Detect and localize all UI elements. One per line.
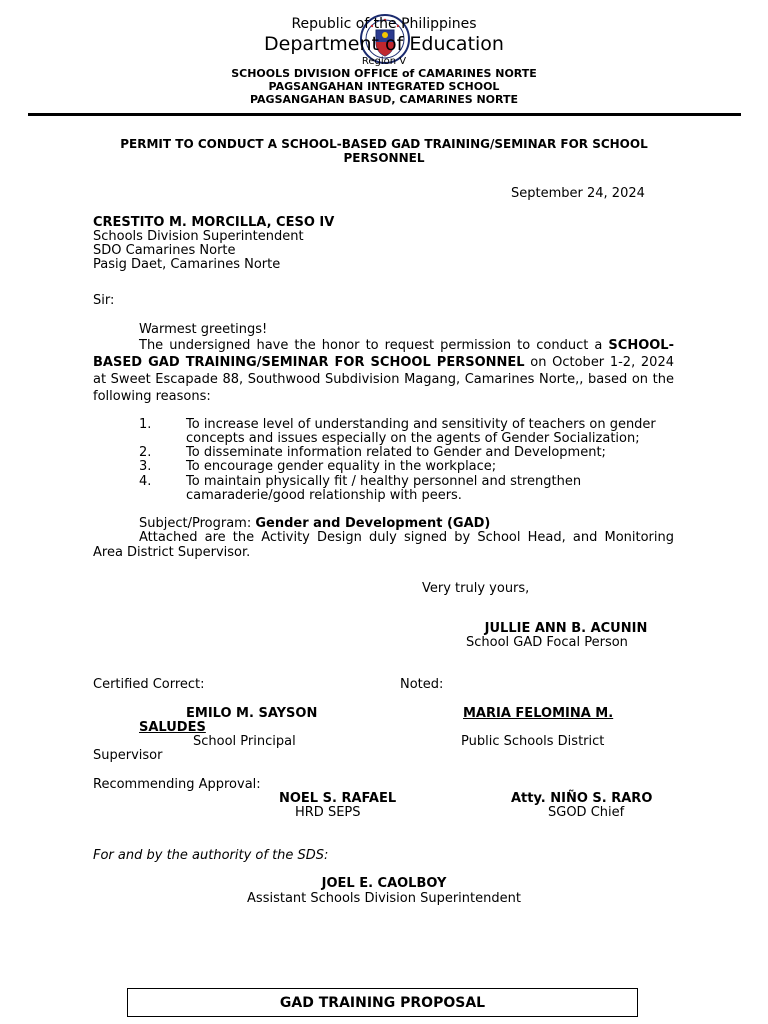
subject-value: Gender and Development (GAD) bbox=[255, 516, 491, 531]
supervisor-position-line2: Supervisor bbox=[93, 748, 163, 763]
principal-position: School Principal bbox=[193, 734, 296, 749]
closing: Very truly yours, bbox=[422, 581, 530, 596]
addressee-name: CRESTITO M. MORCILLA, CESO IV bbox=[93, 215, 335, 230]
salutation: Sir: bbox=[93, 293, 115, 308]
sender-position: School GAD Focal Person bbox=[466, 635, 628, 650]
recommending-label: Recommending Approval: bbox=[93, 777, 261, 792]
division-text: SCHOOLS DIVISION OFFICE of CAMARINES NORTE bbox=[231, 67, 537, 80]
school-address-text: PAGSANGAHAN BASUD, CAMARINES NORTE bbox=[249, 93, 519, 106]
asds-position: Assistant Schools Division Superintendent bbox=[247, 891, 521, 906]
principal-name-line2: SALUDES bbox=[139, 720, 206, 735]
body-paragraph bbox=[93, 337, 674, 405]
authority-text: For and by the authority of the SDS: bbox=[93, 848, 329, 863]
subject-line bbox=[139, 516, 490, 531]
reason-text: To disseminate information related to Gender and Development; bbox=[186, 445, 606, 460]
reason-number: 4. bbox=[139, 474, 152, 489]
certified-label: Certified Correct: bbox=[93, 677, 205, 692]
addressee-location: Pasig Daet, Camarines Norte bbox=[93, 257, 281, 272]
body-intro-bold: SCHOOL-BASED GAD TRAINING/SEMINAR FOR SCHOOL PERSONNEL bbox=[93, 338, 674, 370]
subject-label: Subject/Program: bbox=[139, 516, 256, 531]
body-intro-post: on October 1-2, 2024 at Sweet Escapade 88, Southwood Subdivision Magang, Camarines Norte,, based on the following reasons: bbox=[93, 355, 674, 404]
proposal-title: GAD TRAINING PROPOSAL bbox=[279, 994, 486, 1011]
header-divider bbox=[28, 113, 741, 116]
region-text: Region V bbox=[361, 56, 407, 67]
reason-text: To encourage gender equality in the workplace; bbox=[186, 459, 497, 474]
noted-label: Noted: bbox=[400, 677, 444, 692]
addressee-position: Schools Division Superintendent bbox=[93, 229, 304, 244]
reason-number: 2. bbox=[139, 445, 152, 460]
asds-name: JOEL E. CAOLBOY bbox=[321, 876, 447, 891]
supervisor-name: MARIA FELOMINA M. bbox=[463, 706, 614, 721]
school-text: PAGSANGAHAN INTEGRATED SCHOOL bbox=[268, 80, 500, 93]
sender-name: JULLIE ANN B. ACUNIN bbox=[484, 621, 648, 636]
republic-text: Republic of the Philippines bbox=[291, 16, 477, 32]
sgod-position: SGOD Chief bbox=[548, 805, 625, 820]
hrd-position: HRD SEPS bbox=[295, 805, 361, 820]
greeting: Warmest greetings! bbox=[139, 322, 268, 337]
reason-text: To increase level of understanding and sensitivity of teachers on gender concepts and issues especially on the agents of Gender Socialization; bbox=[186, 417, 656, 446]
proposal-title-box bbox=[127, 988, 638, 1017]
letter-date: September 24, 2024 bbox=[511, 186, 645, 201]
reason-text: To maintain physically fit / healthy personnel and strengthen camaraderie/good relationship with peers. bbox=[186, 474, 582, 503]
hrd-name: NOEL S. RAFAEL bbox=[279, 791, 397, 806]
department-text: Department of Education bbox=[264, 33, 504, 55]
body-intro-pre: The undersigned have the honor to request permission to conduct a bbox=[139, 338, 609, 353]
addressee-office: SDO Camarines Norte bbox=[93, 243, 236, 258]
reason-number: 1. bbox=[139, 417, 152, 432]
sgod-name: Atty. NIÑO S. RARO bbox=[511, 791, 653, 806]
document-title-line1: PERMIT TO CONDUCT A SCHOOL-BASED GAD TRAINING/SEMINAR FOR SCHOOL bbox=[120, 137, 648, 151]
principal-name-line1: EMILO M. SAYSON bbox=[186, 706, 318, 721]
supervisor-position-line1: Public Schools District bbox=[461, 734, 605, 749]
document-title-line2: PERSONNEL bbox=[343, 151, 425, 165]
attached-paragraph: Attached are the Activity Design duly signed by School Head, and Monitoring Area District Supervisor. bbox=[93, 530, 674, 560]
reason-number: 3. bbox=[139, 459, 152, 474]
